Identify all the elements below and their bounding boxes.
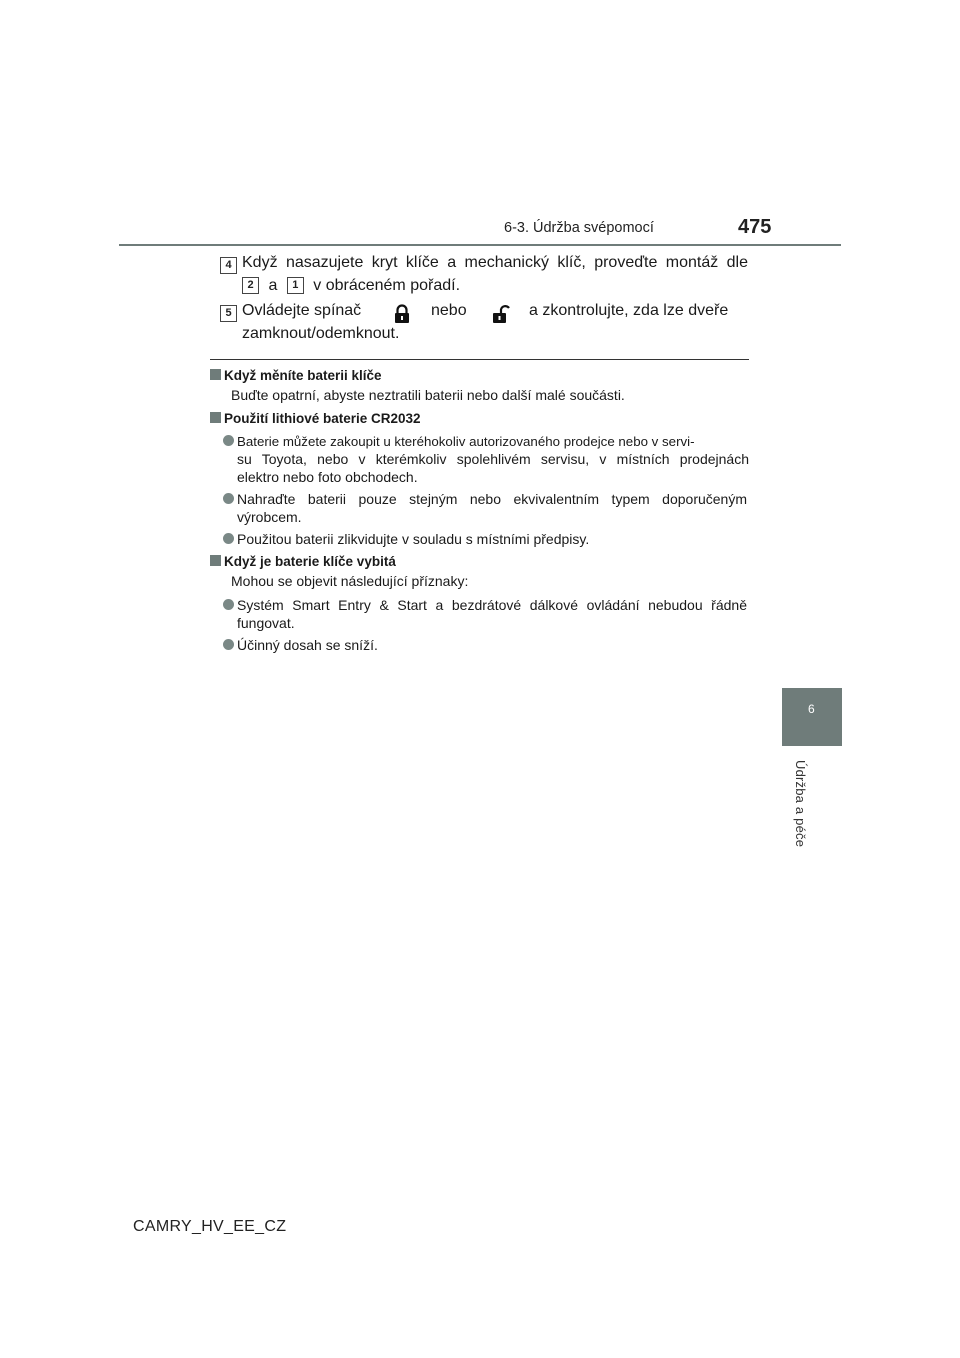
step-4-tail: v obráceném pořadí. <box>313 277 461 294</box>
circle-bullet-icon <box>223 533 234 544</box>
square-bullet-icon <box>210 369 221 380</box>
list-item: Nahraďte baterii pouze stejným nebo ekvivalentním typem doporučeným <box>223 491 751 507</box>
lock-open-icon <box>492 304 510 326</box>
step-4-line-1: Když nasazujete kryt klíče a mechanický klíč, proveďte montáž dle <box>242 254 748 271</box>
circle-bullet-icon <box>223 493 234 504</box>
circle-bullet-icon <box>223 639 234 650</box>
step-number-4: 4 <box>220 257 237 274</box>
list-item: Účinný dosah se sníží. <box>223 637 751 653</box>
list-item-continuation: elektro nebo foto obchodech. <box>237 469 418 485</box>
notes-divider <box>210 359 749 360</box>
step-number-5: 5 <box>220 305 237 322</box>
step-5-line-2: zamknout/odemknout. <box>242 325 400 342</box>
step-5-part-3: a zkontrolujte, zda lze dveře <box>529 302 729 319</box>
step-5 <box>220 302 750 350</box>
chapter-title: Údržba a péče <box>793 760 808 848</box>
circle-bullet-icon <box>223 599 234 610</box>
note-battery-change <box>210 368 750 403</box>
note-text: Buďte opatrní, abyste neztratili baterii nebo další malé součásti. <box>231 387 625 403</box>
step-ref-1: 1 <box>287 277 304 294</box>
list-item-continuation: su Toyota, nebo v kterémkoliv spolehlivém servisu, v místních prodejnách <box>237 451 749 467</box>
document-id: CAMRY_HV_EE_CZ <box>133 1218 287 1235</box>
note-heading: Když měníte baterii klíče <box>224 368 382 383</box>
lock-closed-icon <box>394 304 412 326</box>
chapter-tab <box>782 688 842 746</box>
section-title: 6-3. Údržba svépomocí <box>504 220 654 236</box>
step-5-part-2: nebo <box>431 302 467 319</box>
square-bullet-icon <box>210 412 221 423</box>
page-number: 475 <box>738 216 772 238</box>
circle-bullet-icon <box>223 435 234 446</box>
list-item: Baterie můžete zakoupit u kteréhokoliv autorizovaného prodejce nebo v servi- <box>223 433 751 449</box>
square-bullet-icon <box>210 555 221 566</box>
note-lithium-battery <box>210 411 750 426</box>
list-item: Použitou baterii zlikvidujte v souladu s místními předpisy. <box>223 531 751 547</box>
list-item-continuation: výrobcem. <box>237 509 302 525</box>
list-item-continuation: fungovat. <box>237 615 295 631</box>
note-text: Mohou se objevit následující příznaky: <box>231 573 469 589</box>
conjunction: a <box>268 277 278 294</box>
step-4-line-2 <box>242 277 460 295</box>
step-5-part-1: Ovládejte spínač <box>242 302 362 319</box>
step-ref-2: 2 <box>242 277 259 294</box>
note-heading: Když je baterie klíče vybitá <box>224 554 396 569</box>
note-heading: Použití lithiové baterie CR2032 <box>224 411 421 426</box>
note-battery-depleted <box>210 554 750 589</box>
header-divider <box>119 244 841 246</box>
list-item: Systém Smart Entry & Start a bezdrátové dálkové ovládání nebudou řádně <box>223 597 751 613</box>
step-4 <box>220 254 750 304</box>
step-5-line-1 <box>242 302 361 320</box>
chapter-number: 6 <box>808 702 815 716</box>
